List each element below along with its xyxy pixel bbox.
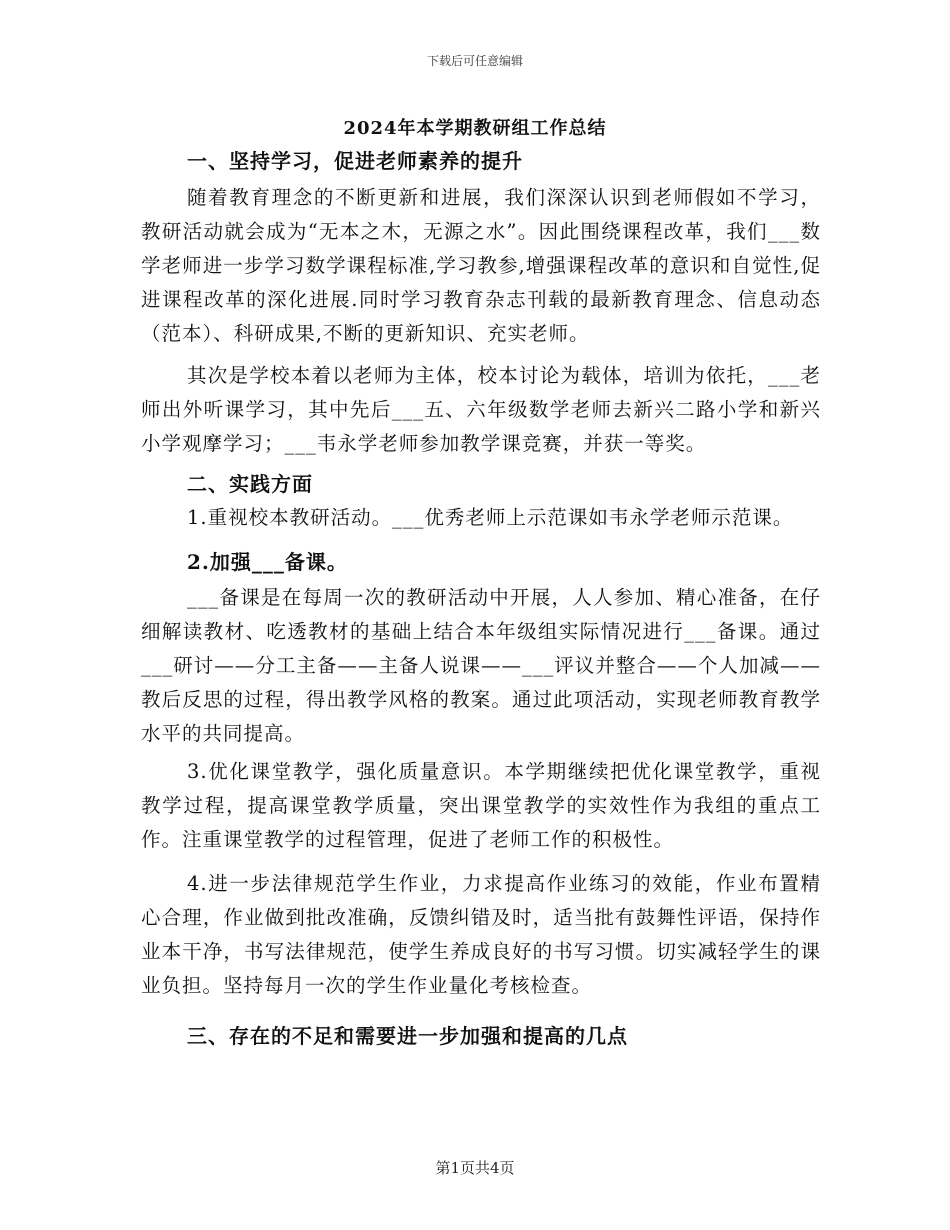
document-body	[141, 144, 821, 1053]
header-note: 下载后可任意编辑	[426, 54, 523, 68]
practice-item-2-text: ___备课是在每周一次的教研活动中开展，人人参加、精心准备，在仔细解读教材、吃透教材的基础上结合本年级组实际情况进行___备课。通过___研讨——分工主备——主备人说课——___评议并整合——个人加减——教后反思的过程，得出教学风格的教案。通过此项活动，实现老师教育教学水平的共同提高。	[141, 586, 821, 745]
section-heading-3: 三、存在的不足和需要进一步加强和提高的几点	[187, 1024, 628, 1048]
section-heading-2: 二、实践方面	[187, 472, 313, 496]
practice-item-1: 1.重视校本教研活动。___优秀老师上示范课如韦永学老师示范课。	[187, 506, 794, 529]
practice-item-3: 3.优化课堂教学，强化质量意识。本学期继续把优化课堂教学，重视教学过程，提高课堂教学质量，突出课堂教学的实效性作为我组的重点工作。注重课堂教学的过程管理，促进了老师工作的积极性。	[141, 760, 821, 851]
section-1-paragraph-2: 其次是学校本着以老师为主体，校本讨论为载体，培训为依托，___老师出外听课学习，其中先后___五、六年级数学老师去新兴二路小学和新兴小学观摩学习；___韦永学老师参加教学课竞赛，并获一等奖。	[141, 364, 821, 455]
document-title: 2024年本学期教研组工作总结	[343, 118, 607, 139]
section-1-paragraph-1: 随着教育理念的不断更新和进展，我们深深认识到老师假如不学习，教研活动就会成为“无本之木，无源之水”。因此围绕课程改革，我们___数学老师进一步学习数学课程标准,学习教参,增强课程改革的意识和自觉性,促进课程改革的深化进展.同时学习教育杂志刊载的最新教育理念、信息动态（范本）、科研成果,不断的更新知识、充实老师。	[141, 186, 821, 345]
section-heading-1: 一、坚持学习，促进老师素养的提升	[187, 149, 523, 173]
practice-item-4: 4.进一步法律规范学生作业，力求提高作业练习的效能，作业布置精心合理，作业做到批改准确，反馈纠错及时，适当批有鼓舞性评语，保持作业本干净，书写法律规范，使学生养成良好的书写习惯。切实减轻学生的课业负担。坚持每月一次的学生作业量化考核检查。	[141, 872, 821, 997]
page-number: 第1页共4页	[435, 1159, 515, 1177]
practice-item-2-heading: 2.加强___备课。	[187, 550, 348, 574]
